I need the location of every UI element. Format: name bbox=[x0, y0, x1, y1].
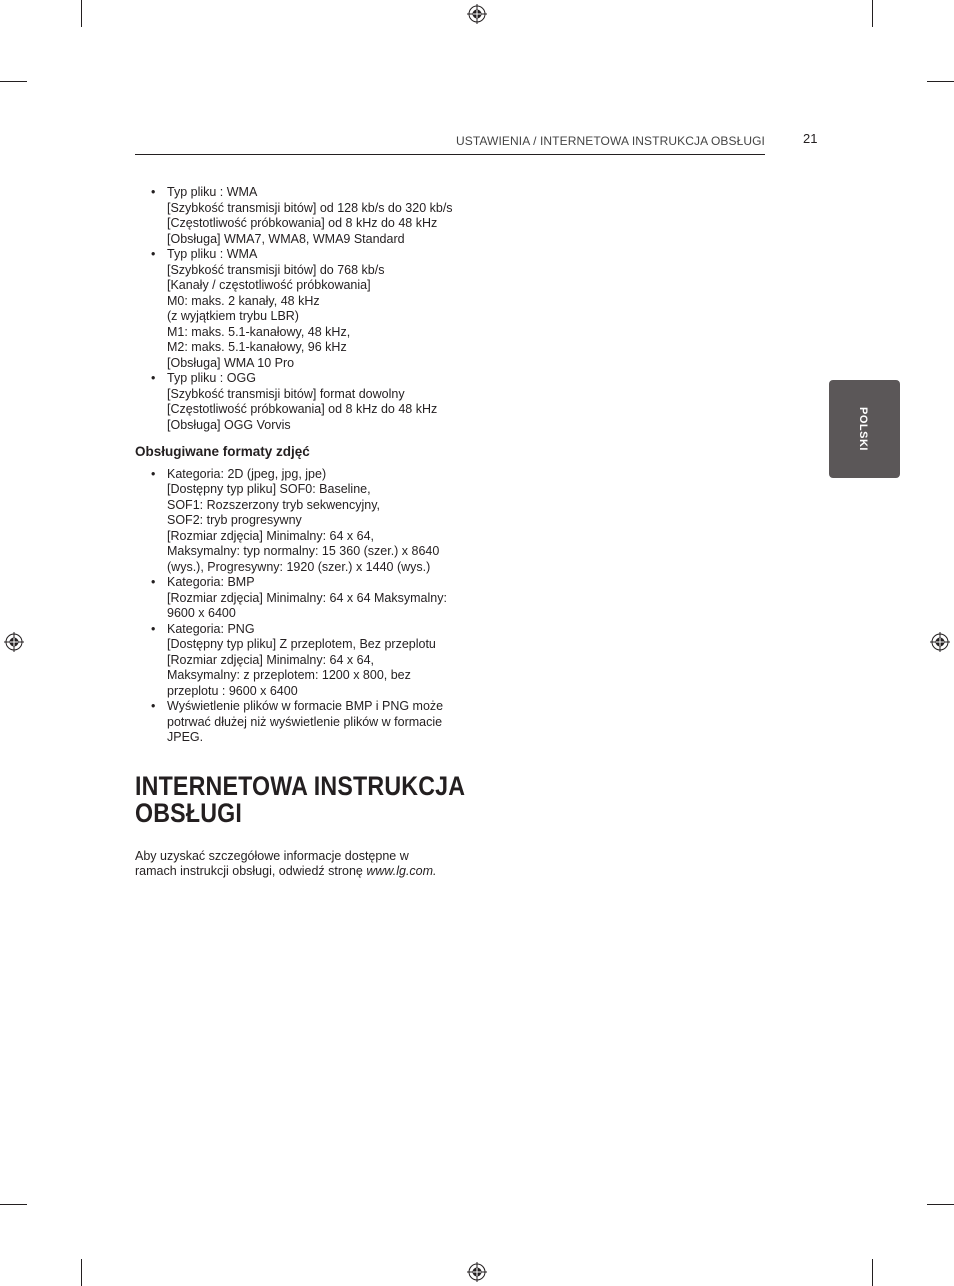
photo-format-list bbox=[135, 467, 470, 746]
registration-mark-icon bbox=[930, 632, 950, 652]
registration-mark-icon bbox=[467, 1262, 487, 1282]
language-tab bbox=[829, 380, 900, 478]
list-item: • Typ pliku : WMA [Szybkość transmisji bitów] do 768 kb/s [Kanały / częstotliwość próbkowania] M0: maks. 2 kanały, 48 kHz (z wyjątkiem trybu LBR) M1: maks. 5.1-kanałowy, 48 kHz, M2: maks. 5.1-kanałowy, 96 kHz [Obsługa] WMA 10 Pro bbox=[135, 247, 470, 371]
registration-mark-icon bbox=[4, 632, 24, 652]
crop-mark bbox=[81, 1259, 82, 1286]
running-header: USTAWIENIA / INTERNETOWA INSTRUKCJA OBSŁUGI bbox=[455, 134, 765, 148]
list-item: • Kategoria: 2D (jpeg, jpg, jpe) [Dostępny typ pliku] SOF0: Baseline, SOF1: Rozszerzony tryb sekwencyjny, SOF2: tryb progresywny [Rozmiar zdjęcia] Minimalny: 64 x 64, Maksymalny: typ normalny: 15 360 (szer.) x 8640 (wys.), Progresywny: 1920 (szer.) x 1440 (wys.) bbox=[135, 467, 470, 576]
lg-website-link[interactable]: www.lg.com. bbox=[366, 864, 437, 878]
language-tab-label: POLSKI bbox=[857, 407, 869, 451]
crop-mark bbox=[927, 81, 954, 82]
list-item: • Wyświetlenie plików w formacie BMP i PNG może potrwać dłużej niż wyświetlenie plików w formacie JPEG. bbox=[135, 699, 470, 746]
crop-mark bbox=[927, 1204, 954, 1205]
header-divider bbox=[135, 154, 765, 155]
crop-mark bbox=[81, 0, 82, 27]
list-item: • Typ pliku : OGG [Szybkość transmisji bitów] format dowolny [Częstotliwość próbkowania] od 8 kHz do 48 kHz [Obsługa] OGG Vorvis bbox=[135, 371, 470, 433]
audio-format-list bbox=[135, 185, 470, 433]
list-item: • Typ pliku : WMA [Szybkość transmisji bitów] od 128 kb/s do 320 kb/s [Częstotliwość próbkowania] od 8 kHz do 48 kHz [Obsługa] WMA7, WMA8, WMA9 Standard bbox=[135, 185, 470, 247]
crop-mark bbox=[0, 81, 27, 82]
photo-formats-heading: Obsługiwane formaty zdjęć bbox=[135, 444, 310, 459]
crop-mark bbox=[872, 0, 873, 27]
section-title: INTERNETOWA INSTRUKCJA OBSŁUGI bbox=[135, 770, 466, 828]
list-item: • Kategoria: PNG [Dostępny typ pliku] Z przeplotem, Bez przeplotu [Rozmiar zdjęcia] Minimalny: 64 x 64, Maksymalny: z przeplotem: 1200 x 800, bez przeplotu : 9600 x 6400 bbox=[135, 622, 470, 700]
list-item: • Kategoria: BMP [Rozmiar zdjęcia] Minimalny: 64 x 64 Maksymalny: 9600 x 6400 bbox=[135, 575, 470, 622]
manual-paragraph: Aby uzyskać szczegółowe informacje dostępne w ramach instrukcji obsługi, odwiedź stronę www.lg.com. bbox=[135, 848, 437, 878]
registration-mark-icon bbox=[467, 4, 487, 24]
crop-mark bbox=[0, 1204, 27, 1205]
crop-mark bbox=[872, 1259, 873, 1286]
content-column bbox=[135, 185, 470, 880]
page-number: 21 bbox=[803, 131, 818, 146]
